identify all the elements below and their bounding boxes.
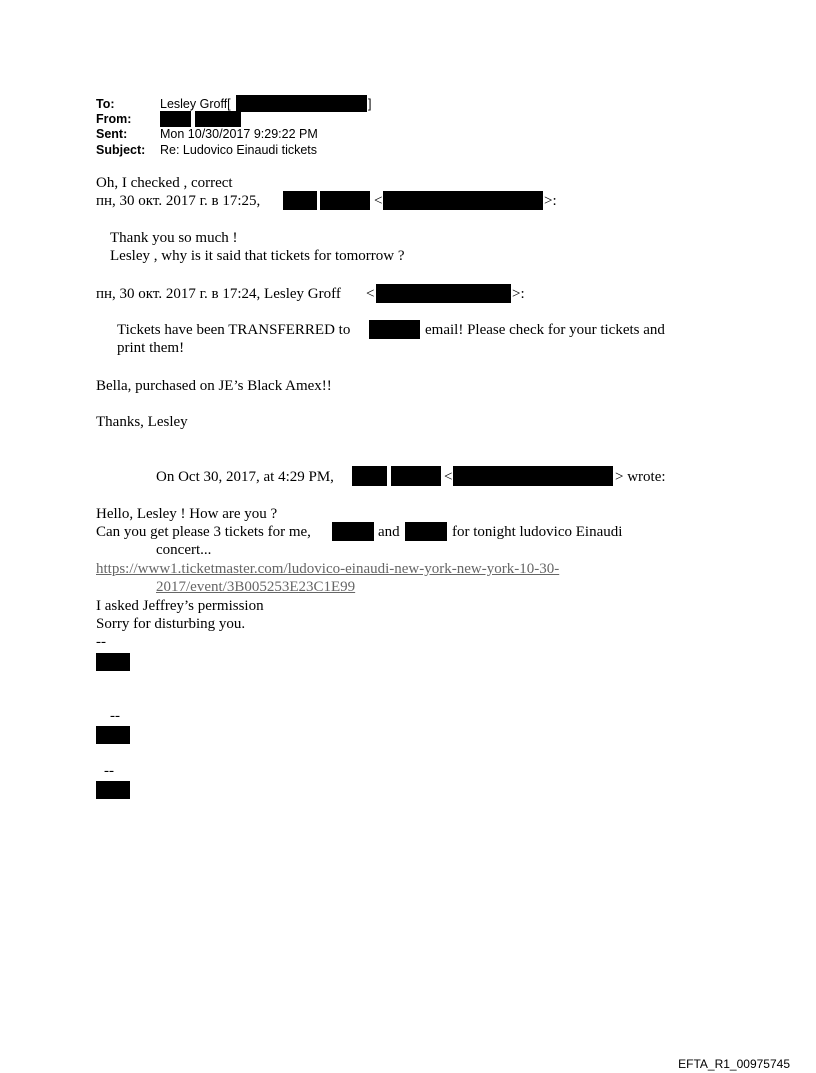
request-line-b: for tonight ludovico Einaudi bbox=[452, 524, 623, 540]
sig-separator-2: -- bbox=[110, 708, 120, 724]
redacted-recipient bbox=[369, 320, 420, 339]
subject-label: Subject: bbox=[96, 143, 146, 157]
subject-value: Re: Ludovico Einaudi tickets bbox=[160, 143, 318, 157]
redacted-signature-3 bbox=[96, 781, 130, 799]
quote1-suffix: >: bbox=[544, 193, 557, 209]
sent-value: Mon 10/30/2017 9:29:22 PM bbox=[160, 127, 318, 141]
quote2-suffix: >: bbox=[512, 286, 525, 302]
redacted-sender-email bbox=[383, 191, 543, 210]
document-id: EFTA_R1_00975745 bbox=[678, 1057, 790, 1071]
request-and: and bbox=[378, 524, 400, 540]
on-lt: < bbox=[444, 469, 453, 485]
thanks-line-1: Thank you so much ! bbox=[110, 230, 238, 246]
redacted-from-last bbox=[195, 111, 241, 127]
quote2-intro: пн, 30 окт. 2017 г. в 17:24, Lesley Groff bbox=[96, 286, 341, 302]
permission-line: I asked Jeffrey’s permission bbox=[96, 598, 264, 614]
request-line-a: Can you get please 3 tickets for me, bbox=[96, 524, 311, 540]
signature: Thanks, Lesley bbox=[96, 414, 188, 430]
to-close-bracket: ] bbox=[368, 97, 372, 111]
redacted-sender-first bbox=[283, 191, 317, 210]
purchase-note: Bella, purchased on JE’s Black Amex!! bbox=[96, 378, 332, 394]
redacted-signature-1 bbox=[96, 653, 130, 671]
sig-separator-1: -- bbox=[96, 634, 106, 650]
ticketmaster-link-line-1[interactable]: https://www1.ticketmaster.com/ludovico-einaudi-new-york-new-york-10-30- bbox=[96, 561, 560, 577]
quote2-lt: < bbox=[366, 286, 375, 302]
sig-separator-3: -- bbox=[104, 763, 114, 779]
redacted-guest-1 bbox=[332, 522, 374, 541]
redacted-signature-2 bbox=[96, 726, 130, 744]
redacted-guest-2 bbox=[405, 522, 447, 541]
on-date-intro: On Oct 30, 2017, at 4:29 PM, bbox=[156, 469, 334, 485]
transfer-text-a: Tickets have been TRANSFERRED to bbox=[117, 322, 351, 338]
redacted-orig-email bbox=[453, 466, 613, 486]
hello-line: Hello, Lesley ! How are you ? bbox=[96, 506, 278, 522]
redacted-orig-first bbox=[352, 466, 387, 486]
redacted-to-email bbox=[236, 95, 367, 112]
redacted-sender-last bbox=[320, 191, 370, 210]
request-concert: concert... bbox=[156, 542, 212, 558]
quote1-lt: < bbox=[374, 193, 383, 209]
transfer-text-c: print them! bbox=[117, 340, 185, 356]
to-value: Lesley Groff[ bbox=[160, 97, 231, 111]
sent-label: Sent: bbox=[96, 127, 128, 141]
ticketmaster-link-line-2[interactable]: 2017/event/3B005253E23C1E99 bbox=[156, 579, 356, 595]
reply-line: Oh, I checked , correct bbox=[96, 175, 233, 191]
on-suffix: > wrote: bbox=[615, 469, 666, 485]
redacted-groff-email bbox=[376, 284, 511, 303]
thanks-line-2: Lesley , why is it said that tickets for tomorrow ? bbox=[110, 248, 405, 264]
quote1-intro: пн, 30 окт. 2017 г. в 17:25, bbox=[96, 193, 261, 209]
redacted-from-first bbox=[160, 111, 191, 127]
redacted-orig-last bbox=[391, 466, 441, 486]
from-label: From: bbox=[96, 112, 132, 126]
apology-line: Sorry for disturbing you. bbox=[96, 616, 246, 632]
to-label: To: bbox=[96, 97, 115, 111]
transfer-text-b: email! Please check for your tickets and bbox=[425, 322, 665, 338]
